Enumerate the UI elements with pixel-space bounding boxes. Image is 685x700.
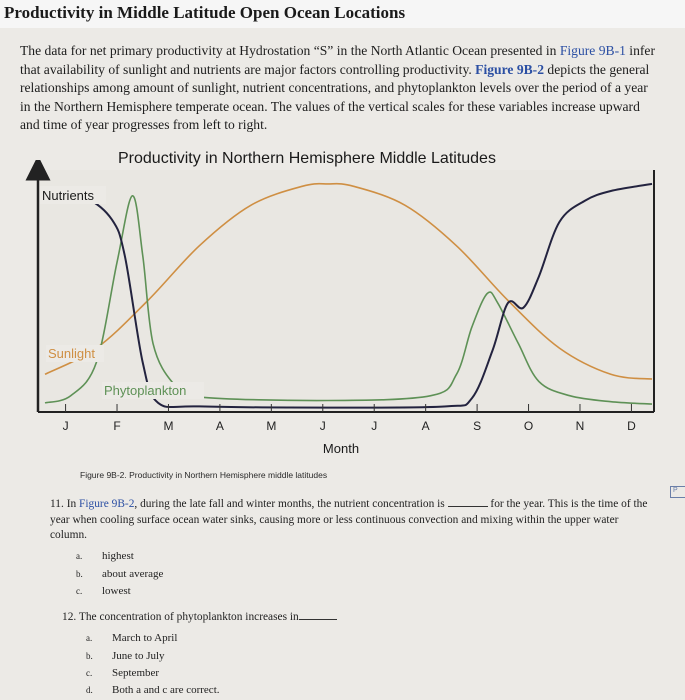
edge-marker-icon: P xyxy=(670,486,685,498)
x-tick-label: J xyxy=(319,419,326,433)
q12-option-b-text: June to July xyxy=(112,650,165,662)
q12-option-a[interactable] xyxy=(86,632,177,644)
x-tick-label: S xyxy=(473,419,482,433)
q11-figure-link[interactable]: Figure 9B-2 xyxy=(79,498,135,510)
q11-post: for the year. This is the time of the year when cooling surface ocean water sinks, causing more or less continuous convection and mixing within the upper water column. xyxy=(50,498,648,541)
x-tick-label: F xyxy=(113,419,121,433)
q12-blank[interactable] xyxy=(299,618,337,620)
q11-option-c-letter: c. xyxy=(76,586,83,596)
x-tick-label: A xyxy=(421,419,430,433)
header-bar xyxy=(0,0,685,28)
q12-option-d-text: Both a and c are correct. xyxy=(112,684,220,696)
q11-option-b[interactable] xyxy=(76,568,163,580)
q11-option-c-text: lowest xyxy=(102,585,131,597)
page-title: Productivity in Middle Latitude Open Ocean Locations xyxy=(4,3,406,22)
q12-option-b-letter: b. xyxy=(86,651,93,661)
q12-option-d[interactable] xyxy=(86,684,220,696)
q12-option-a-text: March to April xyxy=(112,632,178,644)
figure-caption: Figure 9B-2. Productivity in Northern Hemisphere middle latitudes xyxy=(80,470,328,480)
series-label-phytoplankton: Phytoplankton xyxy=(104,383,187,398)
x-tick-label: J xyxy=(371,419,378,433)
plot-area xyxy=(40,170,654,412)
figure-9b2-link[interactable]: Figure 9B-2 xyxy=(475,61,545,77)
q12-option-c-letter: c. xyxy=(86,668,93,678)
intro-text-3: depicts the general relationships among amount of sunlight, nutrient concentrations, and phytoplankton levels over the period of a year in the Northern Hemisphere temperate ocean. The values of the vertical scales for these variables increase upward and time of year progresses from left to right. xyxy=(20,61,650,132)
x-tick-label: N xyxy=(575,419,585,433)
q11-option-b-letter: b. xyxy=(76,569,83,579)
x-tick-label: D xyxy=(627,419,636,433)
intro-paragraph xyxy=(20,42,660,135)
q12-option-d-letter: d. xyxy=(86,685,93,695)
productivity-chart xyxy=(0,160,685,460)
q11-option-c[interactable] xyxy=(76,585,131,597)
q11-option-b-text: about average xyxy=(102,568,164,580)
x-tick-label: M xyxy=(266,419,277,433)
question-12 xyxy=(62,610,622,626)
x-tick-label: J xyxy=(62,419,69,433)
q12-option-c-text: September xyxy=(112,667,160,679)
q12-option-b[interactable] xyxy=(86,650,165,662)
intro-text-1: The data for net primary productivity at Hydrostation “S” in the North Atlantic Ocean presented in xyxy=(20,43,560,58)
series-label-sunlight: Sunlight xyxy=(48,346,95,361)
intro-text-2: infer that availability of sunlight and nutrients are major factors controlling productivity. xyxy=(20,43,655,77)
q11-blank[interactable] xyxy=(448,505,488,507)
x-tick-label: M xyxy=(163,419,174,433)
q11-mid: , during the late fall and winter months, the nutrient concentration is xyxy=(134,498,448,510)
q11-pre: In xyxy=(66,498,80,510)
q12-text: The concentration of phytoplankton increases in xyxy=(78,611,299,623)
series-label-nutrients: Nutrients xyxy=(42,188,95,203)
q12-option-c[interactable] xyxy=(86,667,159,679)
x-tick-label: O xyxy=(523,419,534,433)
x-axis-title: Month xyxy=(322,441,360,456)
chart-title: Productivity in Northern Hemisphere Middle Latitudes xyxy=(118,150,496,167)
q11-number: 11. xyxy=(50,498,64,510)
q11-option-a[interactable] xyxy=(76,550,134,562)
question-11 xyxy=(50,497,650,544)
q11-option-a-letter: a. xyxy=(76,551,83,561)
x-tick-label: A xyxy=(215,419,224,433)
figure-9b1-link[interactable]: Figure 9B-1 xyxy=(559,43,626,58)
q12-option-a-letter: a. xyxy=(86,633,93,643)
q12-number: 12. xyxy=(62,611,77,623)
q11-option-a-text: highest xyxy=(102,550,134,562)
